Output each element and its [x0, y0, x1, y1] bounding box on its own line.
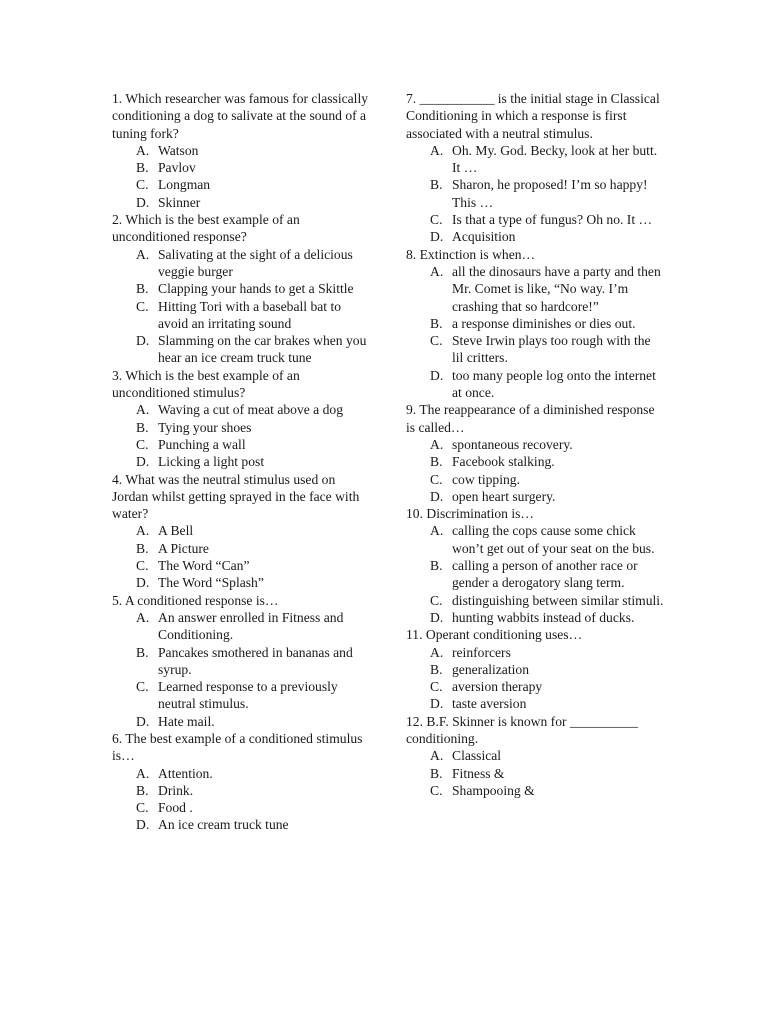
option-text: Hitting Tori with a baseball bat to avoid an irritating sound [158, 298, 342, 331]
question [406, 401, 664, 505]
question-text: 1. Which researcher was famous for classically conditioning a dog to salivate at the sound of a tuning fork? [112, 91, 369, 141]
option-letter: D. [430, 367, 444, 383]
answer-options [406, 747, 664, 799]
answer-option [406, 436, 664, 453]
option-text: Shampooing & [452, 782, 535, 798]
answer-option [112, 644, 374, 679]
answer-option [112, 557, 374, 574]
option-text: An answer enrolled in Fitness and Conditioning. [158, 609, 344, 643]
question [112, 471, 374, 592]
answer-option [406, 592, 664, 609]
answer-option [406, 263, 664, 315]
answer-option [406, 644, 664, 661]
option-text: Clapping your hands to get a Skittle [158, 281, 354, 297]
answer-option [112, 280, 374, 297]
answer-option [112, 436, 374, 453]
option-text: all the dinosaurs have a party and then Mr. Comet is like, “No way. I’m crashing that so hardcore!” [452, 263, 661, 314]
option-letter: D. [136, 817, 150, 833]
option-text: Watson [158, 142, 199, 158]
question [112, 730, 374, 834]
answer-options [112, 609, 374, 730]
option-text: Food . [158, 800, 193, 816]
option-text: Skinner [158, 194, 201, 210]
option-text: Oh. My. God. Becky, look at her butt. It … [452, 142, 658, 176]
question [406, 713, 664, 799]
option-text: Classical [452, 748, 502, 764]
answer-option [406, 747, 664, 764]
answer-option [406, 453, 664, 470]
option-text: taste aversion [452, 696, 527, 712]
option-letter: C. [136, 177, 149, 193]
option-text: Attention. [158, 765, 213, 781]
question [406, 90, 664, 246]
option-text: too many people log onto the internet at once. [452, 367, 656, 401]
option-text: cow tipping. [452, 471, 520, 487]
answer-option [406, 142, 664, 177]
option-text: open heart surgery. [452, 488, 556, 504]
question-text: 6. The best example of a conditioned stimulus is… [112, 730, 363, 764]
option-letter: C. [430, 471, 443, 487]
option-letter: C. [430, 679, 443, 695]
right-column [406, 90, 664, 799]
answer-option [112, 678, 374, 713]
answer-option [112, 799, 374, 816]
option-letter: D. [430, 696, 444, 712]
option-text: Pavlov [158, 160, 196, 176]
option-text: Acquisition [452, 229, 516, 245]
answer-option [406, 471, 664, 488]
answer-option [406, 488, 664, 505]
option-letter: B. [430, 454, 443, 470]
question [406, 626, 664, 712]
option-letter: B. [430, 177, 443, 193]
option-text: Steve Irwin plays too rough with the lil critters. [452, 333, 651, 366]
question-text: 12. B.F. Skinner is known for __________ conditioning. [406, 713, 638, 746]
option-letter: B. [136, 644, 149, 660]
option-text: Longman [158, 177, 211, 193]
answer-options [112, 765, 374, 834]
question [112, 592, 374, 730]
option-text: distinguishing between similar stimuli. [452, 592, 664, 608]
option-letter: C. [430, 782, 443, 798]
option-letter: A. [136, 765, 150, 781]
option-letter: C. [430, 592, 443, 608]
option-letter: A. [136, 609, 150, 625]
option-text: Drink. [158, 782, 194, 798]
answer-option [112, 298, 374, 333]
option-letter: A. [430, 263, 444, 279]
option-letter: D. [136, 713, 150, 729]
option-text: Hate mail. [158, 713, 215, 729]
question-text: 5. A conditioned response is… [112, 592, 279, 608]
option-text: An ice cream truck tune [158, 817, 289, 833]
option-text: Waving a cut of meat above a dog [158, 402, 343, 418]
answer-option [112, 609, 374, 644]
answer-option [406, 782, 664, 799]
option-text: Licking a light post [158, 454, 265, 470]
answer-option [112, 419, 374, 436]
option-text: A Bell [158, 523, 194, 539]
question [406, 246, 664, 402]
option-letter: A. [136, 142, 150, 158]
option-text: A Picture [158, 540, 209, 556]
option-letter: D. [430, 229, 444, 245]
option-text: Punching a wall [158, 436, 246, 452]
answer-option [406, 211, 664, 228]
answer-option [112, 159, 374, 176]
question-text: 11. Operant conditioning uses… [406, 627, 583, 643]
option-letter: A. [430, 523, 444, 539]
option-letter: B. [430, 315, 443, 331]
answer-option [112, 332, 374, 367]
answer-options [406, 522, 664, 626]
option-letter: B. [136, 782, 149, 798]
option-letter: C. [136, 800, 149, 816]
question-text: 8. Extinction is when… [406, 246, 536, 262]
option-text: Salivating at the sight of a delicious veggie burger [158, 246, 353, 279]
option-letter: A. [430, 748, 444, 764]
answer-option [406, 695, 664, 712]
option-text: a response diminishes or dies out. [452, 315, 636, 331]
option-letter: D. [136, 454, 150, 470]
question-text: 9. The reappearance of a diminished response is called… [406, 402, 655, 435]
option-letter: D. [136, 194, 150, 210]
answer-options [406, 263, 664, 401]
answer-option [406, 678, 664, 695]
option-letter: C. [430, 333, 443, 349]
answer-option [112, 176, 374, 193]
answer-options [112, 522, 374, 591]
question-text: 10. Discrimination is… [406, 506, 534, 522]
option-letter: D. [136, 575, 150, 591]
question [112, 211, 374, 367]
option-letter: A. [136, 523, 150, 539]
question-text: 3. Which is the best example of an unconditioned stimulus? [112, 367, 300, 401]
option-letter: A. [430, 644, 444, 660]
answer-option [406, 522, 664, 557]
answer-options [112, 246, 374, 367]
answer-option [406, 315, 664, 332]
question [112, 367, 374, 471]
answer-option [112, 246, 374, 281]
option-letter: B. [136, 160, 149, 176]
option-letter: A. [136, 402, 150, 418]
question [406, 505, 664, 626]
answer-option [112, 816, 374, 833]
option-letter: C. [430, 212, 443, 228]
answer-option [406, 765, 664, 782]
left-column [112, 90, 374, 834]
option-text: calling the cops cause some chick won’t get out of your seat on the bus. [452, 523, 655, 556]
answer-options [406, 142, 664, 246]
answer-options [406, 436, 664, 505]
answer-option [406, 228, 664, 245]
option-letter: C. [136, 436, 149, 452]
option-letter: D. [136, 333, 150, 349]
option-letter: A. [136, 246, 150, 262]
answer-option [112, 540, 374, 557]
option-text: reinforcers [452, 644, 511, 660]
answer-option [112, 142, 374, 159]
answer-options [112, 142, 374, 211]
question-text: 4. What was the neutral stimulus used on Jordan whilst getting sprayed in the face with water? [112, 471, 360, 522]
option-letter: D. [430, 488, 444, 504]
question-text: 7. ___________ is the initial stage in Classical Conditioning in which a response is first associated with a neutral stimulus. [406, 91, 660, 141]
option-letter: B. [136, 419, 149, 435]
option-letter: B. [430, 558, 443, 574]
question-text: 2. Which is the best example of an unconditioned response? [112, 212, 300, 245]
answer-options [112, 401, 374, 470]
option-text: spontaneous recovery. [452, 436, 573, 452]
option-letter: C. [136, 679, 149, 695]
option-letter: D. [430, 609, 444, 625]
option-letter: B. [136, 540, 149, 556]
option-text: generalization [452, 661, 529, 677]
answer-option [112, 401, 374, 418]
answer-option [406, 332, 664, 367]
option-letter: C. [136, 558, 149, 574]
answer-option [406, 557, 664, 592]
answer-options [406, 644, 664, 713]
answer-option [406, 367, 664, 402]
option-text: The Word “Splash” [158, 575, 264, 591]
option-letter: B. [430, 765, 443, 781]
option-text: Learned response to a previously neutral stimulus. [158, 679, 338, 712]
option-letter: A. [430, 436, 444, 452]
option-letter: A. [430, 142, 444, 158]
option-letter: C. [136, 298, 149, 314]
answer-option [406, 176, 664, 211]
answer-option [406, 609, 664, 626]
answer-option [112, 574, 374, 591]
option-text: Tying your shoes [158, 419, 252, 435]
answer-option [112, 782, 374, 799]
option-text: hunting wabbits instead of ducks. [452, 609, 635, 625]
answer-option [112, 522, 374, 539]
option-letter: B. [136, 281, 149, 297]
option-letter: B. [430, 661, 443, 677]
option-text: Is that a type of fungus? Oh no. It … [452, 212, 653, 228]
answer-option [406, 661, 664, 678]
option-text: Fitness & [452, 765, 505, 781]
option-text: aversion therapy [452, 679, 543, 695]
answer-option [112, 453, 374, 470]
option-text: Slamming on the car brakes when you hear an ice cream truck tune [158, 333, 367, 366]
answer-option [112, 194, 374, 211]
option-text: Pancakes smothered in bananas and syrup. [158, 644, 353, 677]
option-text: The Word “Can” [158, 558, 250, 574]
answer-option [112, 713, 374, 730]
option-text: Sharon, he proposed! I’m so happy! This … [452, 177, 648, 210]
answer-option [112, 765, 374, 782]
option-text: calling a person of another race or gender a derogatory slang term. [452, 558, 638, 591]
question [112, 90, 374, 211]
option-text: Facebook stalking. [452, 454, 555, 470]
